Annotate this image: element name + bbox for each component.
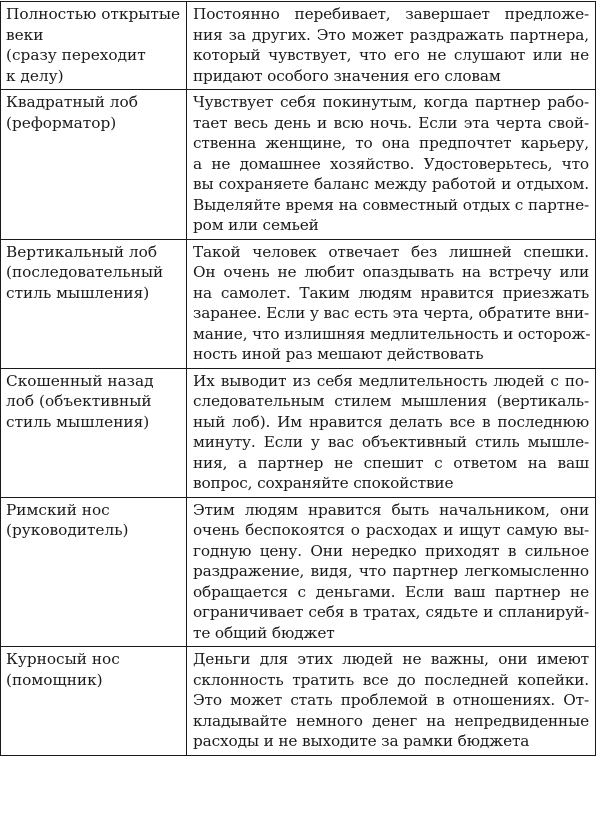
trait-line: (реформатор) <box>6 113 117 132</box>
description-line: Этим людям нравится быть начальником, они <box>193 500 589 519</box>
description-line: следовательным стилем мышления (вертикаль- <box>193 392 589 410</box>
description-line: на самолет. Таким людям нравится приезжать <box>193 283 589 302</box>
description-line: ния за других. Это может раздражать партнера, <box>193 25 589 44</box>
description-line: раздражение, видя, что партнер легкомысленно <box>193 562 589 580</box>
trait-cell <box>1 90 187 240</box>
description-line: обращается с деньгами. Если ваш партнер не <box>193 582 589 601</box>
description-line: Такой человек отвечает без лишней спешки. <box>193 242 589 261</box>
table-row <box>1 239 596 368</box>
description-cell <box>187 239 596 368</box>
trait-cell <box>1 2 187 90</box>
table-row <box>1 368 596 497</box>
description-line: Постоянно перебивает, завершает предложе- <box>193 5 589 23</box>
description-line: Деньги для этих людей не важны, они имеют <box>193 650 589 668</box>
description-line: а не домашнее хозяйство. Удостоверьтесь, что <box>193 154 589 173</box>
table-row <box>1 2 596 90</box>
description-line: годную цену. Они нередко приходят в сильное <box>193 541 589 560</box>
description-line: ограничивает себя в тратах, сядьте и спланируй- <box>193 603 589 621</box>
description-line: Это может стать проблемой в отношениях. От- <box>193 691 589 709</box>
description-cell <box>187 2 596 90</box>
description-line: ния, а партнер не спешит с ответом на ваш <box>193 453 589 472</box>
description-line: минуту. Если у вас объективный стиль мышле- <box>193 433 589 451</box>
description-line: те общий бюджет <box>193 623 335 642</box>
trait-line: (последовательный <box>6 263 164 281</box>
description-line: склонность тратить все до последней копейки. <box>193 670 589 689</box>
description-cell <box>187 497 596 647</box>
trait-line: (сразу переходит <box>6 46 146 64</box>
description-line: вопрос, сохраняйте спокойствие <box>193 474 454 492</box>
trait-cell <box>1 497 187 647</box>
table-row <box>1 647 596 756</box>
traits-table <box>0 1 596 756</box>
table-row <box>1 90 596 240</box>
trait-line: (руководитель) <box>6 521 129 539</box>
description-line: расходы и не выходите за рамки бюджета <box>193 732 530 750</box>
description-line: кладывайте немного денег на непредвиденные <box>193 711 589 730</box>
description-cell <box>187 368 596 497</box>
trait-line: стиль мышления) <box>6 412 150 431</box>
description-line: который чувствует, что его не слушают или не <box>193 46 589 64</box>
trait-line: лоб (объективный <box>6 392 152 410</box>
description-line: очень беспокоятся о расходах и ищут самую вы- <box>193 521 589 539</box>
description-line: придают особого значения его словам <box>193 66 501 85</box>
trait-line: к делу) <box>6 66 64 85</box>
trait-line: Квадратный лоб <box>6 93 138 111</box>
description-line: ный лоб). Им нравится делать все в последнюю <box>193 412 589 431</box>
trait-line: Скошенный назад <box>6 371 154 390</box>
trait-cell <box>1 647 187 756</box>
trait-line: (помощник) <box>6 670 103 689</box>
description-line: ственна женщине, то она предпочтет карьеру, <box>193 134 589 152</box>
description-line: вы сохраняете баланс между работой и отдыхом. <box>193 175 589 193</box>
trait-line: Римский нос <box>6 500 110 519</box>
description-cell <box>187 90 596 240</box>
description-line: Чувствует себя покинутым, когда партнер рабо- <box>193 93 589 111</box>
description-cell <box>187 647 596 756</box>
table-row <box>1 497 596 647</box>
description-line: заранее. Если у вас есть эта черта, обратите вни- <box>193 304 589 322</box>
trait-line: Вертикальный лоб <box>6 242 158 261</box>
description-line: Выделяйте время на совместный отдых с партне- <box>193 195 589 214</box>
trait-cell <box>1 239 187 368</box>
description-line: ность иной раз мешают действовать <box>193 345 484 363</box>
trait-cell <box>1 368 187 497</box>
description-line: Он очень не любит опаздывать на встречу или <box>193 263 589 281</box>
trait-line: стиль мышления) <box>6 283 150 302</box>
trait-line: веки <box>6 25 44 44</box>
description-line: тает весь день и всю ночь. Если эта черта свой- <box>193 113 589 132</box>
description-line: Их выводит из себя медлительность людей с по- <box>193 371 589 390</box>
description-line: мание, что излишняя медлительность и осторож- <box>193 324 591 343</box>
description-line: ром или семьей <box>193 216 319 234</box>
trait-line: Полностью открытые <box>6 5 181 23</box>
trait-line: Курносый нос <box>6 650 120 668</box>
traits-table-body <box>1 2 596 756</box>
